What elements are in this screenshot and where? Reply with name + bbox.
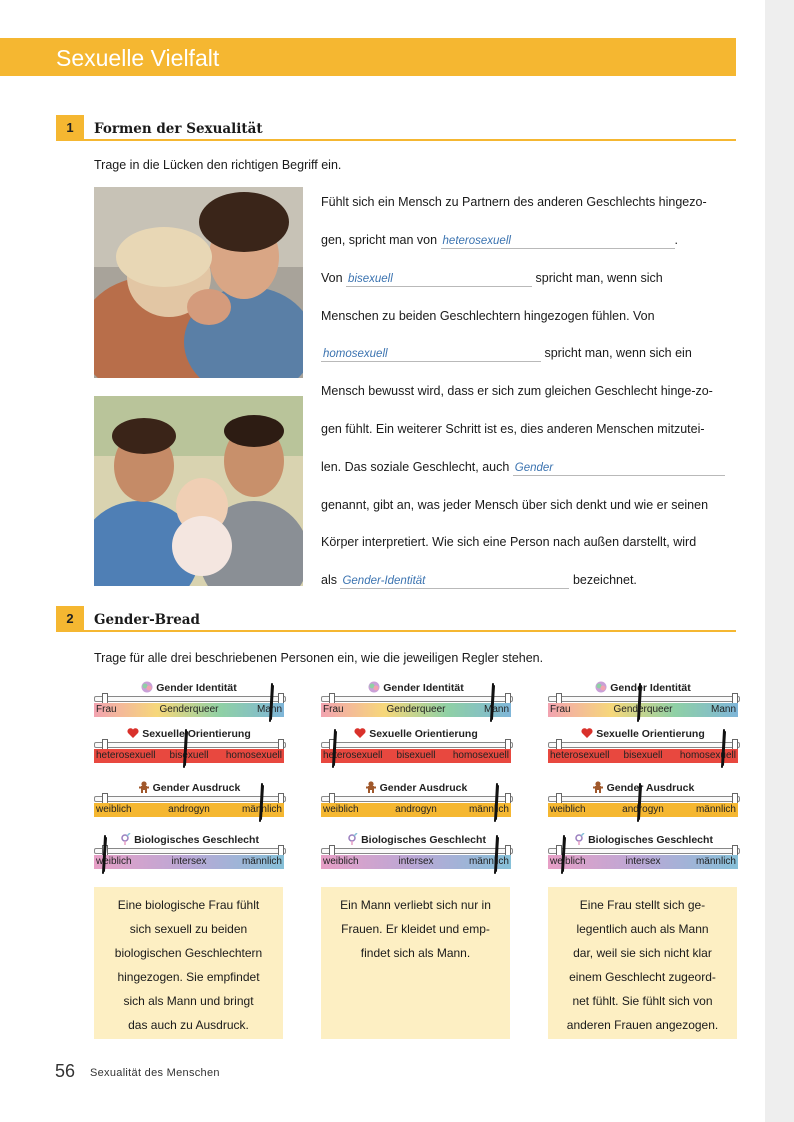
text-line [321,573,637,589]
gender-symbol-icon [346,833,358,845]
scale-label-mid: bisexuell [169,750,209,761]
text-fragment: gen, spricht man von [321,233,438,247]
scale-label-left: weiblich [323,804,359,815]
answer-blank-1[interactable]: heterosexuell [441,234,675,249]
slider-scale-biological [321,855,511,869]
section-divider [56,630,736,632]
scale-label-mid: bisexuell [623,750,663,761]
scale-label-left: weiblich [96,856,132,867]
slider-title-text: Gender Ausdruck [606,782,695,794]
handwritten-mark-identity [265,683,277,723]
handwritten-mark-expression [490,783,502,823]
footer-chapter: Sexualität des Menschen [90,1067,220,1079]
slider-title-identity [321,681,511,695]
handwritten-mark-expression [633,783,645,823]
scale-label-right: männlich [241,856,282,867]
slider-title-biological [94,833,284,847]
slider-title-text: Biologisches Geschlecht [361,834,486,846]
scale-label-right: homosexuell [225,750,282,761]
slider-title-text: Gender Identität [610,682,691,694]
section-title: Formen der Sexualität [94,121,263,137]
handwritten-mark-biological [98,835,110,875]
page-title: Sexuelle Vielfalt [56,45,220,71]
text-fragment: . [674,233,679,247]
scale-label-right: Mann [256,704,282,715]
text-line: genannt, gibt an, was jeder Mensch über sich denkt und wie er seinen [321,498,709,512]
scale-label-left: weiblich [323,856,359,867]
scale-label-right: männlich [695,804,736,815]
heart-icon [127,727,139,739]
scale-label-right: Mann [483,704,509,715]
slider-title-identity [94,681,284,695]
scale-label-mid: intersex [625,856,661,867]
gingerbread-icon [138,781,150,793]
handwritten-mark-identity [633,683,645,723]
text-fragment: spricht man, wenn sich [535,271,663,285]
slider-track-biological[interactable] [321,848,513,854]
slider-scale-orientation [548,749,738,763]
answer-blank-2[interactable]: bisexuell [346,272,532,287]
scale-label-left: heterosexuell [96,750,156,761]
slider-title-text: Gender Ausdruck [152,782,241,794]
heart-icon [581,727,593,739]
scale-label-right: Mann [710,704,736,715]
handwritten-mark-orientation [328,729,340,769]
text-line: gen fühlt. Ein weiterer Schritt ist es, dies anderen Menschen mitzutei- [321,422,705,436]
slider-title-text: Gender Ausdruck [379,782,468,794]
slider-track-biological[interactable] [94,848,286,854]
photo-family-fathers [94,396,303,586]
scale-label-mid: androgyn [622,804,664,815]
slider-scale-identity [94,703,284,717]
gingerbread-icon [365,781,377,793]
gender-symbol-icon [573,833,585,845]
instruction: Trage in die Lücken den richtigen Begriff ein. [94,158,342,172]
scale-label-left: heterosexuell [323,750,383,761]
instruction: Trage für alle drei beschriebenen Personen ein, wie die jeweiligen Regler stehen. [94,651,544,665]
handwritten-mark-orientation [179,729,191,769]
page-number: 56 [55,1061,76,1081]
slider-title-orientation [548,727,738,741]
handwritten-mark-biological [490,835,502,875]
text-fragment: als [321,573,337,587]
slider-scale-expression [321,803,511,817]
slider-title-text: Gender Identität [156,682,237,694]
slider-track-orientation[interactable] [321,742,513,748]
slider-title-orientation [321,727,511,741]
scale-label-right: männlich [468,856,509,867]
slider-scale-biological [548,855,738,869]
text-line [321,233,678,249]
text-line: Menschen zu beiden Geschlechtern hingezogen fühlen. Von [321,309,655,323]
scale-label-right: männlich [695,856,736,867]
brain-icon [595,681,607,693]
section-number: 1 [56,115,84,141]
scale-label-left: Frau [96,704,117,715]
slider-track-identity[interactable] [94,696,286,702]
slider-title-biological [321,833,511,847]
text-line [321,460,725,476]
heart-icon [354,727,366,739]
slider-track-identity[interactable] [321,696,513,702]
scale-label-mid: Genderqueer [386,704,446,715]
text-line [321,346,692,362]
scale-label-mid: bisexuell [396,750,436,761]
text-fragment: bezeichnet. [572,573,637,587]
section-number: 2 [56,606,84,632]
text-fragment: Von [321,271,343,285]
photo-couple-women [94,187,303,378]
slider-title-text: Gender Identität [383,682,464,694]
scale-label-left: Frau [550,704,571,715]
scale-label-mid: intersex [171,856,207,867]
scale-label-left: weiblich [550,856,586,867]
person-description-box: Eine biologische Frau fühlt sich sexuell zu beiden biologischen Geschlechtern hingezogen. Sie empfindet sich als Mann und bringt das auch zu Ausdruck. [94,887,283,1039]
slider-title-text: Biologisches Geschlecht [134,834,259,846]
brain-icon [141,681,153,693]
scale-label-right: männlich [468,804,509,815]
section-divider [56,139,736,141]
slider-title-text: Sexuelle Orientierung [596,728,705,740]
handwritten-mark-identity [486,683,498,723]
scale-label-left: Frau [323,704,344,715]
slider-scale-orientation [321,749,511,763]
scale-label-mid: Genderqueer [613,704,673,715]
scale-label-left: heterosexuell [550,750,610,761]
scale-label-mid: intersex [398,856,434,867]
gingerbread-icon [592,781,604,793]
text-line: Mensch bewusst wird, dass er sich zum gleichen Geschlecht hinge-zo- [321,384,713,398]
answer-blank-3[interactable]: homosexuell [321,347,541,362]
scale-label-mid: Genderqueer [159,704,219,715]
brain-icon [368,681,380,693]
slider-title-text: Sexuelle Orientierung [369,728,478,740]
scale-label-right: homosexuell [679,750,736,761]
person-description-box: Eine Frau stellt sich ge- legentlich auch als Mann dar, weil sie sich nicht klar einem Geschlecht zugeord- net fühlt. Sie fühlt sich von anderen Frauen angezogen. [548,887,737,1039]
scale-label-mid: androgyn [168,804,210,815]
handwritten-mark-orientation [717,729,729,769]
answer-blank-5[interactable]: Gender-Identität [340,574,569,589]
slider-scale-biological [94,855,284,869]
text-line: Körper interpretiert. Wie sich eine Person nach außen darstellt, wird [321,535,697,549]
header-banner [0,38,736,76]
slider-track-expression[interactable] [321,796,513,802]
scale-label-right: männlich [241,804,282,815]
slider-title-text: Biologisches Geschlecht [588,834,713,846]
scale-label-left: weiblich [96,804,132,815]
handwritten-mark-biological [557,835,569,875]
slider-scale-identity [321,703,511,717]
slider-track-orientation[interactable] [548,742,740,748]
handwritten-mark-expression [255,783,267,823]
slider-title-expression [321,781,511,795]
slider-track-biological[interactable] [548,848,740,854]
slider-title-biological [548,833,738,847]
text-line [321,271,663,287]
scale-label-right: homosexuell [452,750,509,761]
gender-symbol-icon [119,833,131,845]
page-edge-shade [765,0,794,1122]
text-fragment: len. Das soziale Geschlecht, auch [321,460,510,474]
slider-title-text: Sexuelle Orientierung [142,728,251,740]
scale-label-mid: androgyn [395,804,437,815]
text-line: Fühlt sich ein Mensch zu Partnern des anderen Geschlechts hingezo- [321,195,707,209]
section-title: Gender-Bread [94,612,200,628]
scale-label-left: weiblich [550,804,586,815]
text-fragment: spricht man, wenn sich ein [544,346,692,360]
person-description-box: Ein Mann verliebt sich nur in Frauen. Er kleidet und emp- findet sich als Mann. [321,887,510,1039]
answer-blank-4[interactable]: Gender [513,461,725,476]
